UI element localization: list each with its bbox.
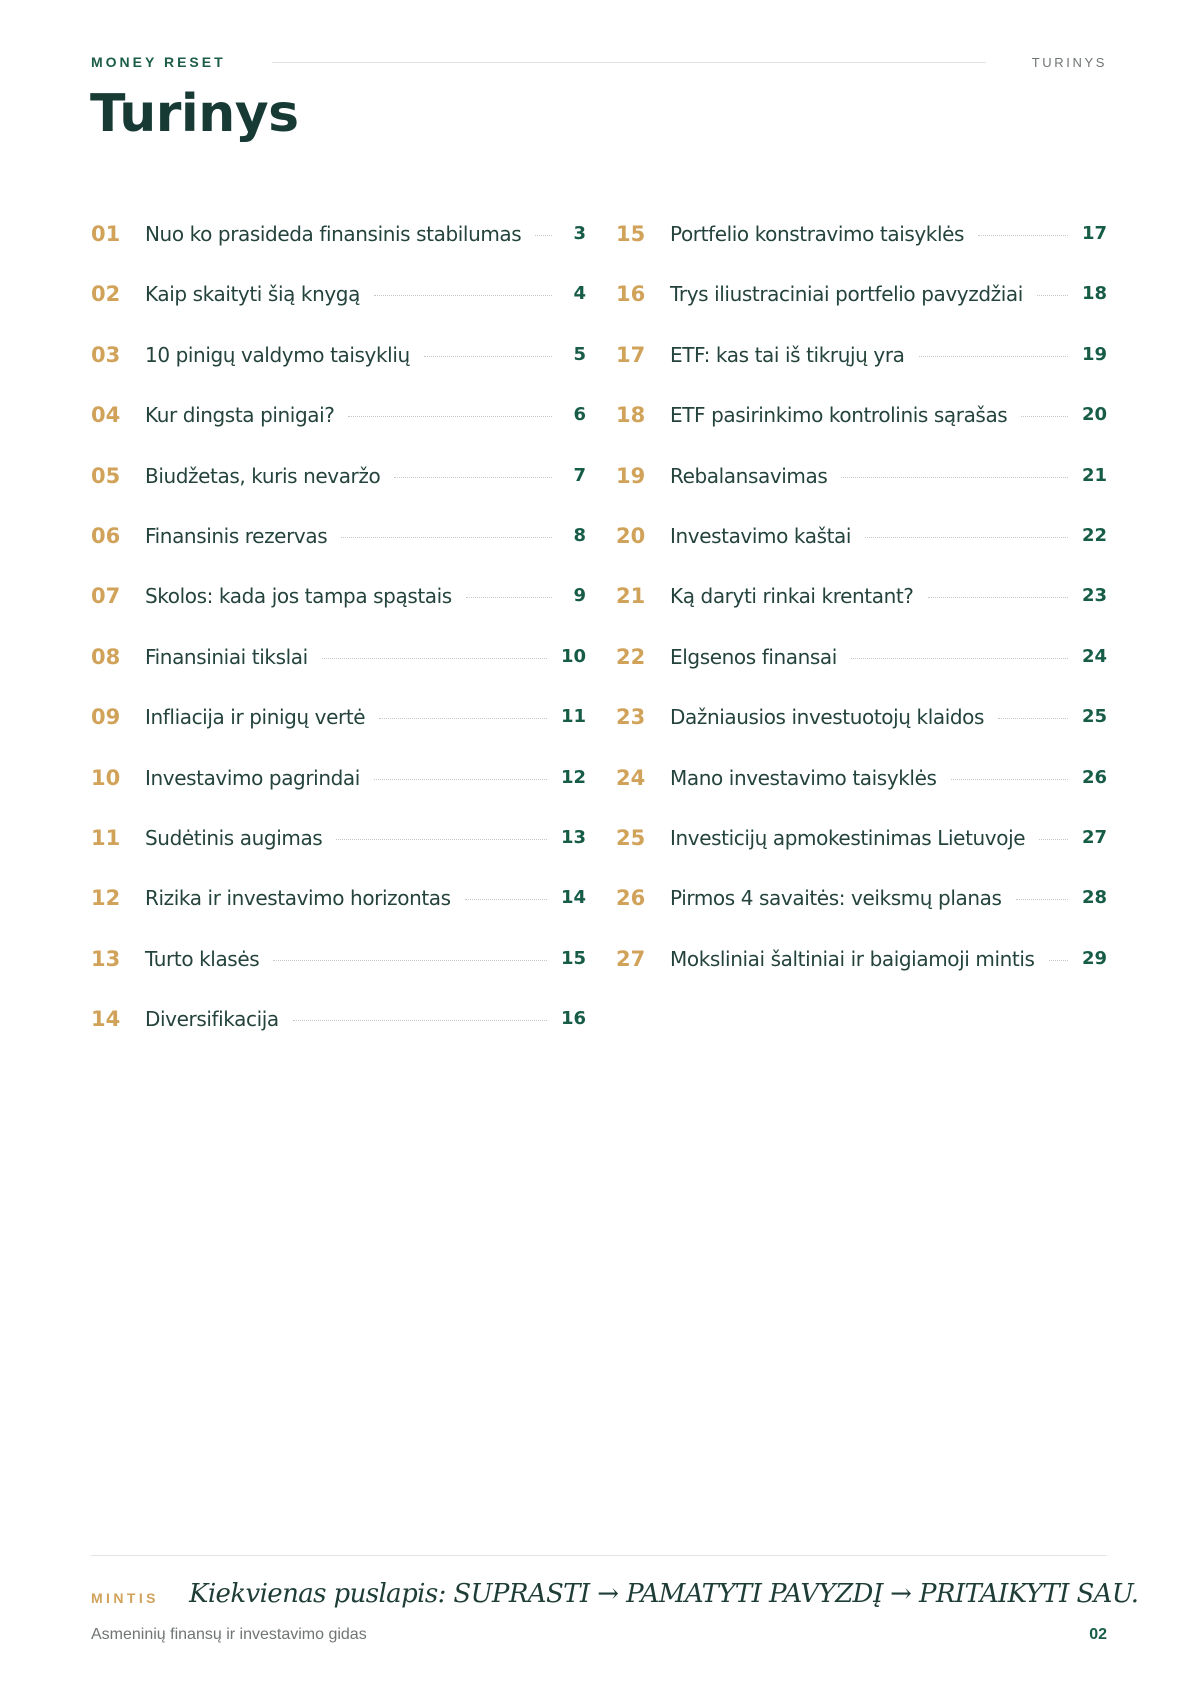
header-divider: [272, 62, 986, 63]
toc-item-page: 10: [560, 645, 586, 667]
toc-item-page: 25: [1081, 706, 1107, 728]
toc-item[interactable]: [616, 886, 1107, 946]
toc-item-leader-dots: [928, 584, 1068, 598]
toc-item-title: Trys iliustraciniai portfelio pavyzdžiai: [670, 282, 1023, 307]
toc-item-leader-dots: [394, 464, 552, 478]
toc-item[interactable]: [616, 343, 1107, 403]
toc-item-leader-dots: [1049, 947, 1068, 961]
toc-item-number: 17: [616, 342, 646, 367]
toc-item-page: 21: [1081, 464, 1107, 486]
toc-item-page: 20: [1081, 404, 1107, 426]
toc-item[interactable]: [91, 705, 586, 765]
toc-item-number: 21: [616, 584, 646, 609]
toc-item-title: Investavimo kaštai: [670, 523, 852, 548]
toc-item-number: 10: [91, 765, 121, 790]
toc-item-title: Mano investavimo taisyklės: [670, 765, 937, 790]
page-title: Turinys: [90, 84, 299, 144]
toc-item-number: 01: [91, 222, 121, 246]
toc-item-number: 05: [91, 463, 121, 488]
toc-item-title: Turto klasės: [145, 946, 260, 971]
toc-item-number: 15: [616, 222, 646, 246]
toc-item-page: 13: [560, 826, 586, 848]
toc-item-page: 11: [560, 706, 586, 728]
toc-item[interactable]: [91, 343, 586, 403]
toc-item-leader-dots: [374, 766, 547, 780]
toc-item-title: Investicijų apmokestinimas Lietuvoje: [670, 825, 1026, 850]
toc-item-number: 13: [91, 946, 121, 971]
toc-item-page: 28: [1081, 887, 1107, 909]
brand-label: MONEY RESET: [91, 54, 226, 70]
toc-item-title: Biudžetas, kuris nevaržo: [145, 463, 381, 488]
footer-quote: Kiekvienas puslapis: SUPRASTI → PAMATYTI PAVYZDĮ → PRITAIKYTI SAU.: [189, 1579, 1139, 1609]
toc-item-number: 07: [91, 584, 121, 609]
toc-item-leader-dots: [466, 584, 552, 598]
toc-item[interactable]: [616, 705, 1107, 765]
toc-item-title: Sudėtinis augimas: [145, 825, 323, 850]
toc-item-title: Kaip skaityti šią knygą: [145, 282, 360, 307]
toc-item-leader-dots: [1021, 403, 1068, 417]
toc-item-leader-dots: [465, 886, 547, 900]
toc-item[interactable]: [91, 464, 586, 524]
toc-item-number: 23: [616, 705, 646, 730]
toc-item-leader-dots: [424, 343, 552, 357]
toc-item-number: 08: [91, 644, 121, 669]
toc-item[interactable]: [616, 584, 1107, 644]
toc-item-page: 19: [1081, 343, 1107, 365]
toc-item-page: 7: [573, 464, 586, 486]
toc-item-page: 15: [560, 947, 586, 969]
toc-item-title: ETF pasirinkimo kontrolinis sąrašas: [670, 403, 1008, 428]
toc-item-title: Elgsenos finansai: [670, 644, 837, 669]
toc-item[interactable]: [91, 645, 586, 705]
toc-column-right: [616, 222, 1107, 1007]
toc-item-page: 17: [1081, 223, 1107, 244]
toc-item[interactable]: [91, 282, 586, 342]
toc-item-leader-dots: [841, 464, 1068, 478]
toc-item-number: 19: [616, 463, 646, 488]
page-header: [91, 52, 1107, 72]
toc-item-leader-dots: [336, 826, 547, 840]
toc-item-number: 26: [616, 886, 646, 911]
toc-item-number: 12: [91, 886, 121, 911]
toc-item-title: Pirmos 4 savaitės: veiksmų planas: [670, 886, 1002, 911]
toc-item-title: Investavimo pagrindai: [145, 765, 360, 790]
toc-item[interactable]: [91, 766, 586, 826]
toc-item-title: Moksliniai šaltiniai ir baigiamoji mintis: [670, 946, 1035, 971]
toc-item[interactable]: [91, 1007, 586, 1067]
toc-item-page: 23: [1081, 585, 1107, 607]
toc-item-number: 11: [91, 825, 121, 850]
page-number: 02: [1089, 1626, 1107, 1643]
toc-item-page: 27: [1081, 826, 1107, 848]
toc-item-number: 24: [616, 765, 646, 790]
toc-item-number: 14: [91, 1007, 121, 1032]
toc-item-leader-dots: [273, 947, 547, 961]
toc-item[interactable]: [91, 947, 586, 1007]
toc-item[interactable]: [616, 524, 1107, 584]
toc-column-left: [91, 222, 586, 1067]
toc-item[interactable]: [616, 403, 1107, 463]
toc-item-leader-dots: [951, 766, 1068, 780]
toc-item-leader-dots: [998, 705, 1068, 719]
toc-item[interactable]: [616, 222, 1107, 282]
toc-item-page: 12: [560, 766, 586, 788]
toc-item-page: 29: [1081, 947, 1107, 969]
toc-item-title: Diversifikacija: [145, 1007, 279, 1032]
toc-item-leader-dots: [1016, 886, 1068, 900]
toc-item-number: 06: [91, 523, 121, 548]
toc-item-leader-dots: [851, 645, 1068, 659]
toc-item-page: 3: [573, 223, 586, 244]
toc-item-leader-dots: [1037, 282, 1068, 296]
toc-item-title: Nuo ko prasideda finansinis stabilumas: [145, 222, 522, 246]
toc-item-number: 27: [616, 946, 646, 971]
toc-item-title: Rizika ir investavimo horizontas: [145, 886, 451, 911]
toc-item[interactable]: [91, 524, 586, 584]
toc-item-leader-dots: [535, 222, 552, 236]
toc-item-title: Skolos: kada jos tampa spąstais: [145, 584, 452, 609]
toc-item-number: 02: [91, 282, 121, 307]
toc-item[interactable]: [91, 222, 586, 282]
toc-item-title: Portfelio konstravimo taisyklės: [670, 222, 965, 246]
toc-item[interactable]: [91, 584, 586, 644]
toc-item-title: ETF: kas tai iš tikrųjų yra: [670, 342, 905, 367]
toc-item-page: 14: [560, 887, 586, 909]
toc-item-title: Kur dingsta pinigai?: [145, 403, 335, 428]
section-label: TURINYS: [1031, 54, 1107, 70]
toc-item-leader-dots: [919, 343, 1068, 357]
toc-item-leader-dots: [293, 1007, 547, 1021]
toc-item-leader-dots: [374, 282, 552, 296]
toc-item[interactable]: [616, 282, 1107, 342]
footer-divider: [91, 1555, 1107, 1556]
toc-item[interactable]: [91, 826, 586, 886]
toc-item-page: 5: [573, 343, 586, 365]
toc-item-leader-dots: [322, 645, 547, 659]
toc-item-page: 26: [1081, 766, 1107, 788]
toc-item-page: 22: [1081, 524, 1107, 546]
toc-item-leader-dots: [379, 705, 547, 719]
toc-item-page: 9: [573, 585, 586, 607]
toc-item-number: 16: [616, 282, 646, 307]
toc-item-title: 10 pinigų valdymo taisyklių: [145, 342, 410, 367]
footer-subtitle: Asmeninių finansų ir investavimo gidas: [91, 1626, 367, 1643]
toc-item[interactable]: [616, 766, 1107, 826]
toc-item-leader-dots: [865, 524, 1068, 538]
toc-item-title: Infliacija ir pinigų vertė: [145, 705, 366, 730]
toc-item-number: 03: [91, 342, 121, 367]
toc-item-number: 25: [616, 825, 646, 850]
toc-item-number: 20: [616, 523, 646, 548]
toc-item-title: Rebalansavimas: [670, 463, 828, 488]
toc-item-page: 4: [573, 283, 586, 305]
toc-item-page: 6: [573, 404, 586, 426]
toc-item-title: Ką daryti rinkai krentant?: [670, 584, 914, 609]
toc-item-number: 22: [616, 644, 646, 669]
toc-item-page: 16: [560, 1008, 586, 1030]
toc-item-number: 09: [91, 705, 121, 730]
toc-item-leader-dots: [348, 403, 552, 417]
toc-item-title: Dažniausios investuotojų klaidos: [670, 705, 985, 730]
toc-item[interactable]: [91, 403, 586, 463]
toc-item[interactable]: [616, 947, 1107, 1007]
toc-item[interactable]: [616, 645, 1107, 705]
toc-item-leader-dots: [341, 524, 552, 538]
footer-label: MINTIS: [91, 1590, 159, 1606]
toc-item-number: 04: [91, 403, 121, 428]
toc-item-title: Finansiniai tikslai: [145, 644, 308, 669]
toc-item-title: Finansinis rezervas: [145, 523, 328, 548]
toc-item[interactable]: [616, 826, 1107, 886]
toc-item[interactable]: [616, 464, 1107, 524]
toc-item[interactable]: [91, 886, 586, 946]
toc-item-leader-dots: [978, 222, 1068, 236]
toc-item-number: 18: [616, 403, 646, 428]
toc-item-page: 8: [573, 524, 586, 546]
toc-item-page: 18: [1081, 283, 1107, 305]
toc-item-page: 24: [1081, 645, 1107, 667]
toc-item-leader-dots: [1039, 826, 1068, 840]
